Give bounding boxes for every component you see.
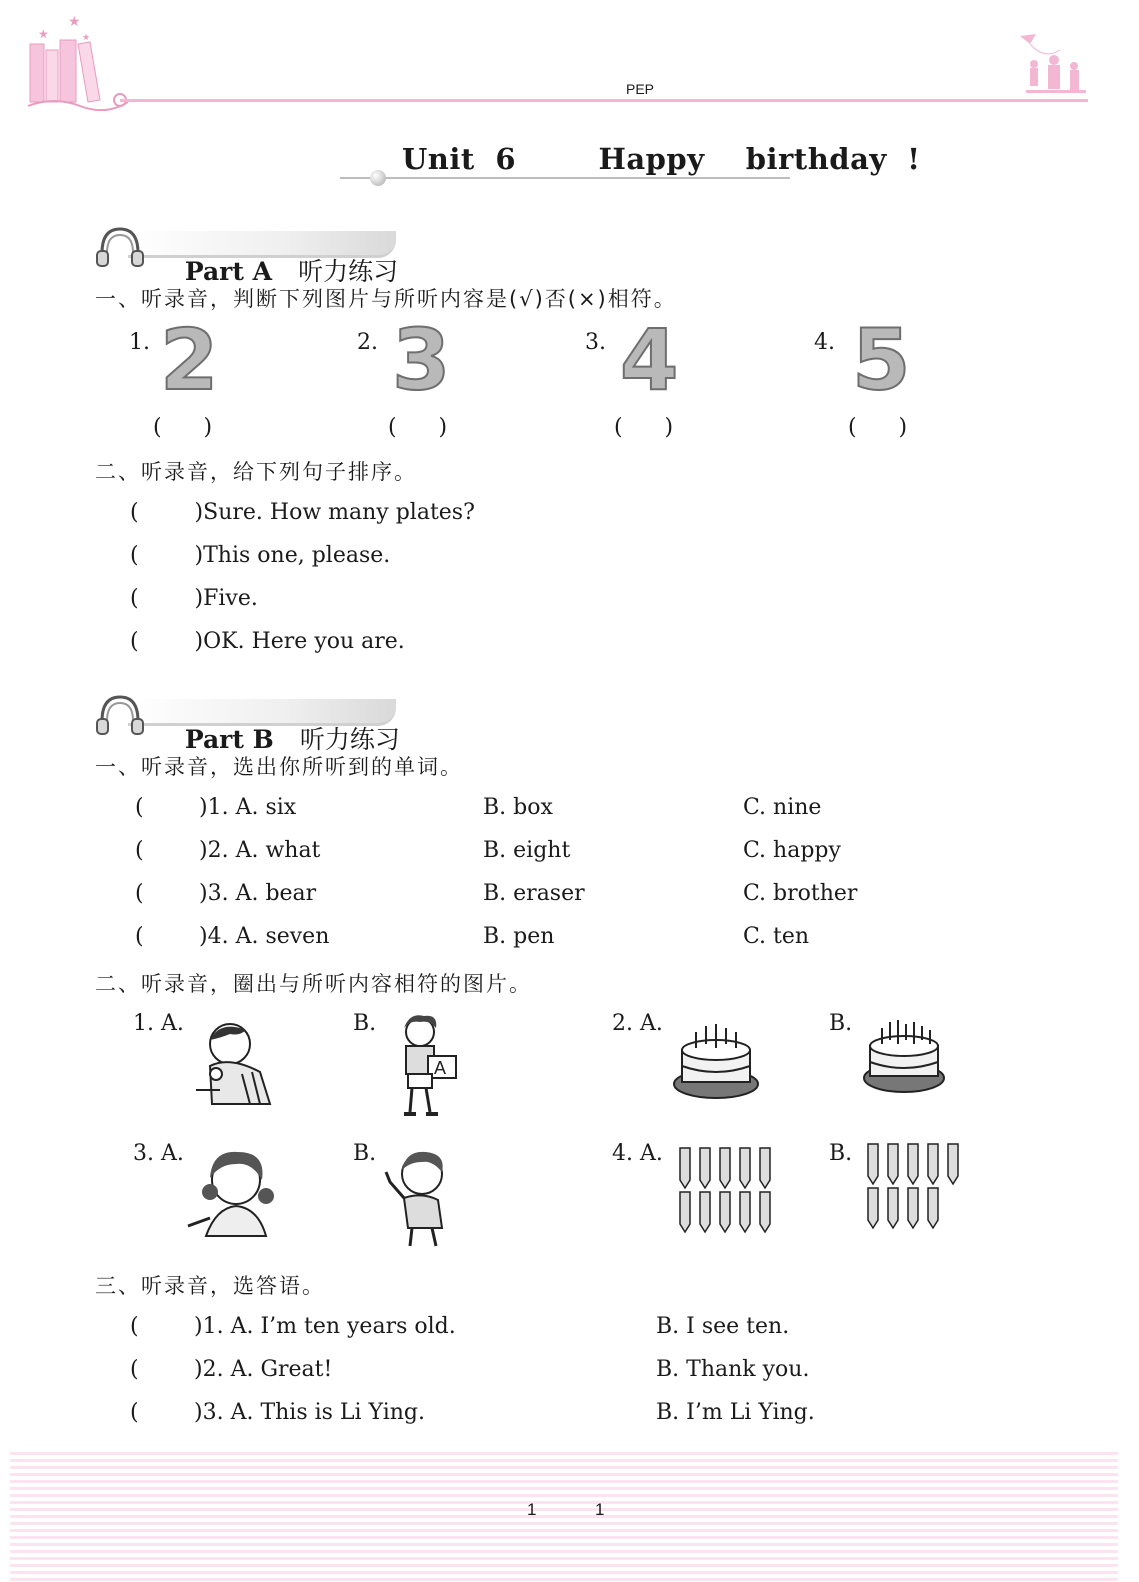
choice-label: B. <box>353 1141 377 1166</box>
headphones-icon <box>94 691 146 737</box>
response-a: )2. A. Great! <box>194 1357 333 1382</box>
girl-picture[interactable] <box>186 1144 282 1238</box>
option-c: C. ten <box>743 924 810 949</box>
part-b-q1-heading: 一、听录音，选出你所听到的单词。 <box>95 755 463 779</box>
option-b: B. eraser <box>483 881 585 906</box>
boy-pointing-picture[interactable] <box>380 1146 456 1250</box>
part-b-banner <box>94 691 404 754</box>
footer-band <box>10 1452 1118 1582</box>
boy-thinking-picture[interactable] <box>190 1016 276 1106</box>
option-b: B. box <box>483 795 553 820</box>
sentence: This one, please. <box>203 543 391 568</box>
response-b: B. Thank you. <box>656 1357 810 1382</box>
list-item <box>130 500 475 525</box>
digit-3-image: 3 <box>392 311 451 409</box>
svg-text:★: ★ <box>68 14 81 30</box>
response-b: B. I see ten. <box>656 1314 790 1339</box>
digit-4-image: 4 <box>620 311 679 409</box>
response-b: B. I’m Li Ying. <box>656 1400 815 1425</box>
list-item <box>130 629 405 654</box>
svg-text:★: ★ <box>38 27 49 41</box>
response-a: )3. A. This is Li Ying. <box>194 1400 425 1425</box>
part-a-q1-heading: 一、听录音，判断下列图片与所听内容是(√)否(×)相符。 <box>95 287 677 311</box>
part-b-q2-heading: 二、听录音，圈出与所听内容相符的图片。 <box>95 972 532 996</box>
digit-item-num: 2. <box>357 330 378 355</box>
answer-blank[interactable]: ( <box>130 1357 139 1382</box>
part-a-title-cn: 听力练习 <box>298 257 399 286</box>
list-item <box>130 543 390 568</box>
books-icon <box>24 14 134 118</box>
part-b-title-cn: 听力练习 <box>299 725 400 754</box>
part-a-q2-heading: 二、听录音，给下列句子排序。 <box>95 460 417 484</box>
sentence: Sure. How many plates? <box>203 500 475 525</box>
answer-blank[interactable]: ( ) <box>388 415 448 440</box>
header-logo <box>24 14 134 118</box>
answer-blank[interactable]: ( ) <box>614 415 674 440</box>
answer-blank[interactable]: ( <box>135 881 144 906</box>
part-b-q3-heading: 三、听录音，选答语。 <box>95 1274 325 1298</box>
option-a: )4. A. seven <box>199 924 330 949</box>
header-rule <box>120 99 1088 102</box>
headphones-icon <box>94 223 146 269</box>
page-number: 1 <box>527 1500 537 1519</box>
answer-blank[interactable]: ( <box>130 1314 139 1339</box>
choice-label: B. <box>829 1141 853 1166</box>
choice-label: 4. A. <box>612 1141 663 1166</box>
digit-item-num: 3. <box>585 330 606 355</box>
page-number: 1 <box>595 1500 605 1519</box>
answer-blank[interactable]: ( ) <box>130 500 204 525</box>
title-rule <box>340 177 790 179</box>
boy-with-card-picture[interactable] <box>390 1012 462 1120</box>
answer-blank[interactable]: ( ) <box>130 543 204 568</box>
answer-blank[interactable]: ( <box>135 924 144 949</box>
choice-label: 1. A. <box>133 1011 184 1036</box>
answer-blank[interactable]: ( ) <box>153 415 213 440</box>
option-c: C. brother <box>743 881 858 906</box>
digit-2-image: 2 <box>160 311 219 409</box>
option-b: B. eight <box>483 838 571 863</box>
title-dot <box>370 170 386 186</box>
page-title: Unit 6 Happy birthday ! <box>402 142 921 176</box>
digit-5-image: 5 <box>852 311 911 409</box>
response-a: )1. A. I’m ten years old. <box>194 1314 456 1339</box>
part-b-title: Part B <box>184 725 274 754</box>
kids-kite-icon <box>1014 30 1088 104</box>
edition-label: PEP <box>626 81 655 97</box>
answer-blank[interactable]: ( <box>130 1400 139 1425</box>
digit-item-num: 4. <box>814 330 835 355</box>
svg-text:★: ★ <box>82 33 91 43</box>
cake-picture[interactable] <box>860 1012 950 1098</box>
pencils-nine-picture[interactable] <box>866 1142 966 1230</box>
choice-label: B. <box>353 1011 377 1036</box>
pencils-ten-picture[interactable] <box>678 1146 778 1234</box>
header-kids-kite <box>1014 30 1088 104</box>
answer-blank[interactable]: ( ) <box>130 629 204 654</box>
choice-label: B. <box>829 1011 853 1036</box>
option-a: )2. A. what <box>199 838 321 863</box>
sentence: OK. Here you are. <box>203 629 405 654</box>
option-c: C. nine <box>743 795 822 820</box>
option-c: C. happy <box>743 838 841 863</box>
option-a: )1. A. six <box>199 795 297 820</box>
option-a: )3. A. bear <box>199 881 317 906</box>
answer-blank[interactable]: ( ) <box>848 415 908 440</box>
part-a-banner <box>94 223 404 286</box>
choice-label: 3. A. <box>133 1141 184 1166</box>
digit-item-num: 1. <box>129 330 150 355</box>
card-letter: A <box>434 1058 447 1078</box>
choice-label: 2. A. <box>612 1011 663 1036</box>
part-a-title: Part A <box>184 257 272 286</box>
list-item <box>130 586 258 611</box>
answer-blank[interactable]: ( <box>135 838 144 863</box>
option-b: B. pen <box>483 924 555 949</box>
answer-blank[interactable]: ( ) <box>130 586 204 611</box>
answer-blank[interactable]: ( <box>135 795 144 820</box>
sentence: Five. <box>203 586 258 611</box>
cake-picture[interactable] <box>672 1014 762 1102</box>
